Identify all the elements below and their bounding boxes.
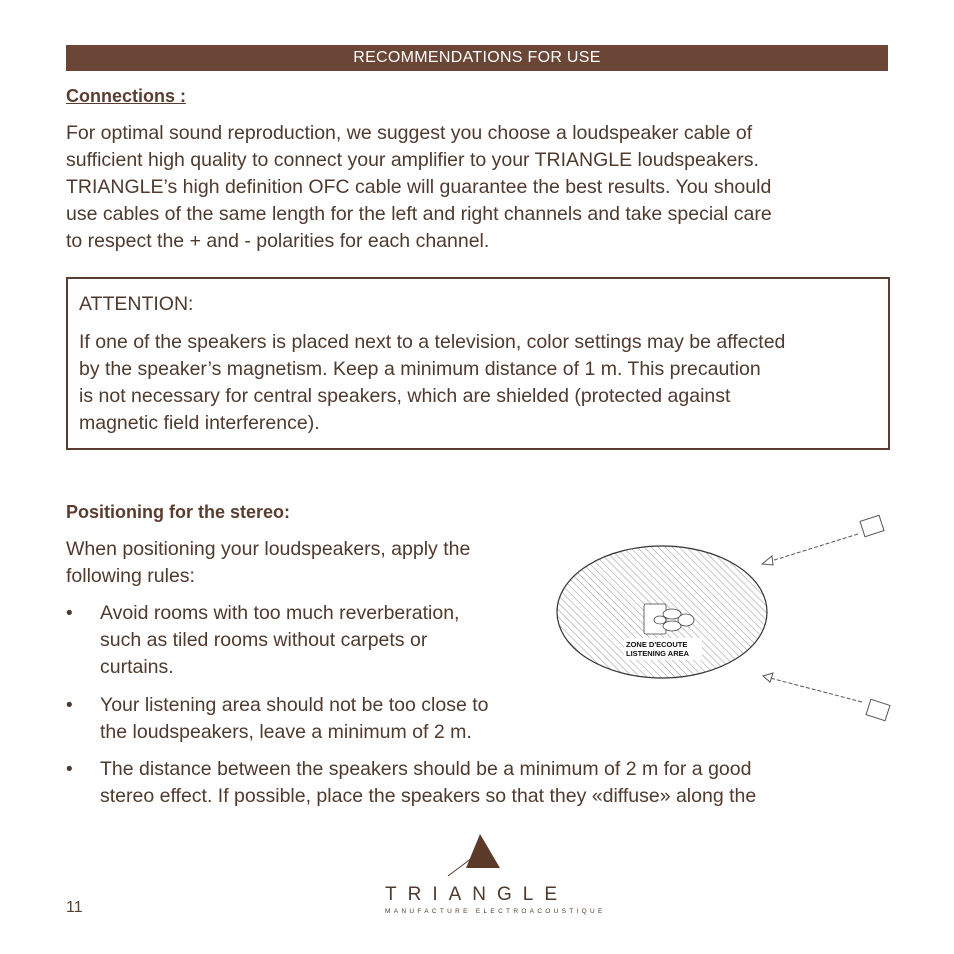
connections-heading: Connections :: [66, 86, 186, 106]
bullet-marker: •: [66, 759, 73, 780]
connections-line: TRIANGLE’s high definition OFC cable will guarantee the best results. You should: [66, 176, 772, 198]
attention-line: magnetic field interference).: [79, 412, 320, 434]
connections-line: to respect the + and - polarities for each channel.: [66, 230, 490, 252]
bullet-item: [100, 756, 756, 810]
section-header-bar: RECOMMENDATIONS FOR USE: [66, 45, 888, 71]
connections-paragraph: [66, 120, 896, 255]
connections-line: sufficient high quality to connect your amplifier to your TRIANGLE loudspeakers.: [66, 149, 759, 171]
attention-line: is not necessary for central speakers, which are shielded (protected against: [79, 385, 731, 407]
speaker-bottom-icon: [866, 699, 890, 720]
connections-line: For optimal sound reproduction, we suggest you choose a loudspeaker cable of: [66, 122, 753, 144]
arrow-top-icon: [762, 534, 858, 565]
attention-paragraph: [79, 329, 887, 437]
bullet-line: The distance between the speakers should be a minimum of 2 m for a good: [100, 758, 752, 780]
listening-area-diagram: [540, 500, 912, 740]
attention-line: by the speaker’s magnetism. Keep a minimum distance of 1 m. This precaution: [79, 358, 761, 380]
bullet-item: [100, 692, 488, 746]
bullet-line: such as tiled rooms without carpets or: [100, 629, 428, 651]
speaker-top-icon: [860, 515, 884, 536]
bullet-line: curtains.: [100, 656, 174, 678]
zone-label-fr: ZONE D'ECOUTE: [626, 640, 688, 649]
triangle-logo-icon: [446, 834, 502, 878]
bullet-line: Your listening area should not be too close to: [100, 694, 489, 716]
brand-subtitle: MANUFACTURE ELECTROACOUSTIQUE: [385, 908, 606, 915]
attention-line: If one of the speakers is placed next to a television, color settings may be affected: [79, 331, 786, 353]
bullet-marker: •: [66, 695, 73, 716]
brand-name: TRIANGLE: [385, 884, 569, 905]
bullet-marker: •: [66, 603, 73, 624]
positioning-intro: [66, 536, 470, 590]
bullet-item: [100, 600, 459, 681]
attention-title: ATTENTION:: [79, 293, 194, 315]
intro-line: When positioning your loudspeakers, apply the: [66, 538, 471, 560]
arrow-bottom-icon: [763, 673, 862, 702]
connections-line: use cables of the same length for the left and right channels and take special care: [66, 203, 772, 225]
bullet-line: Avoid rooms with too much reverberation,: [100, 602, 460, 624]
zone-label-en: LISTENING AREA: [626, 649, 690, 658]
positioning-heading: Positioning for the stereo:: [66, 502, 291, 522]
page-number: 11: [66, 899, 83, 916]
intro-line: following rules:: [66, 565, 195, 587]
bullet-line: the loudspeakers, leave a minimum of 2 m.: [100, 721, 472, 743]
bullet-line: stereo effect. If possible, place the speakers so that they «diffuse» along the: [100, 785, 757, 807]
